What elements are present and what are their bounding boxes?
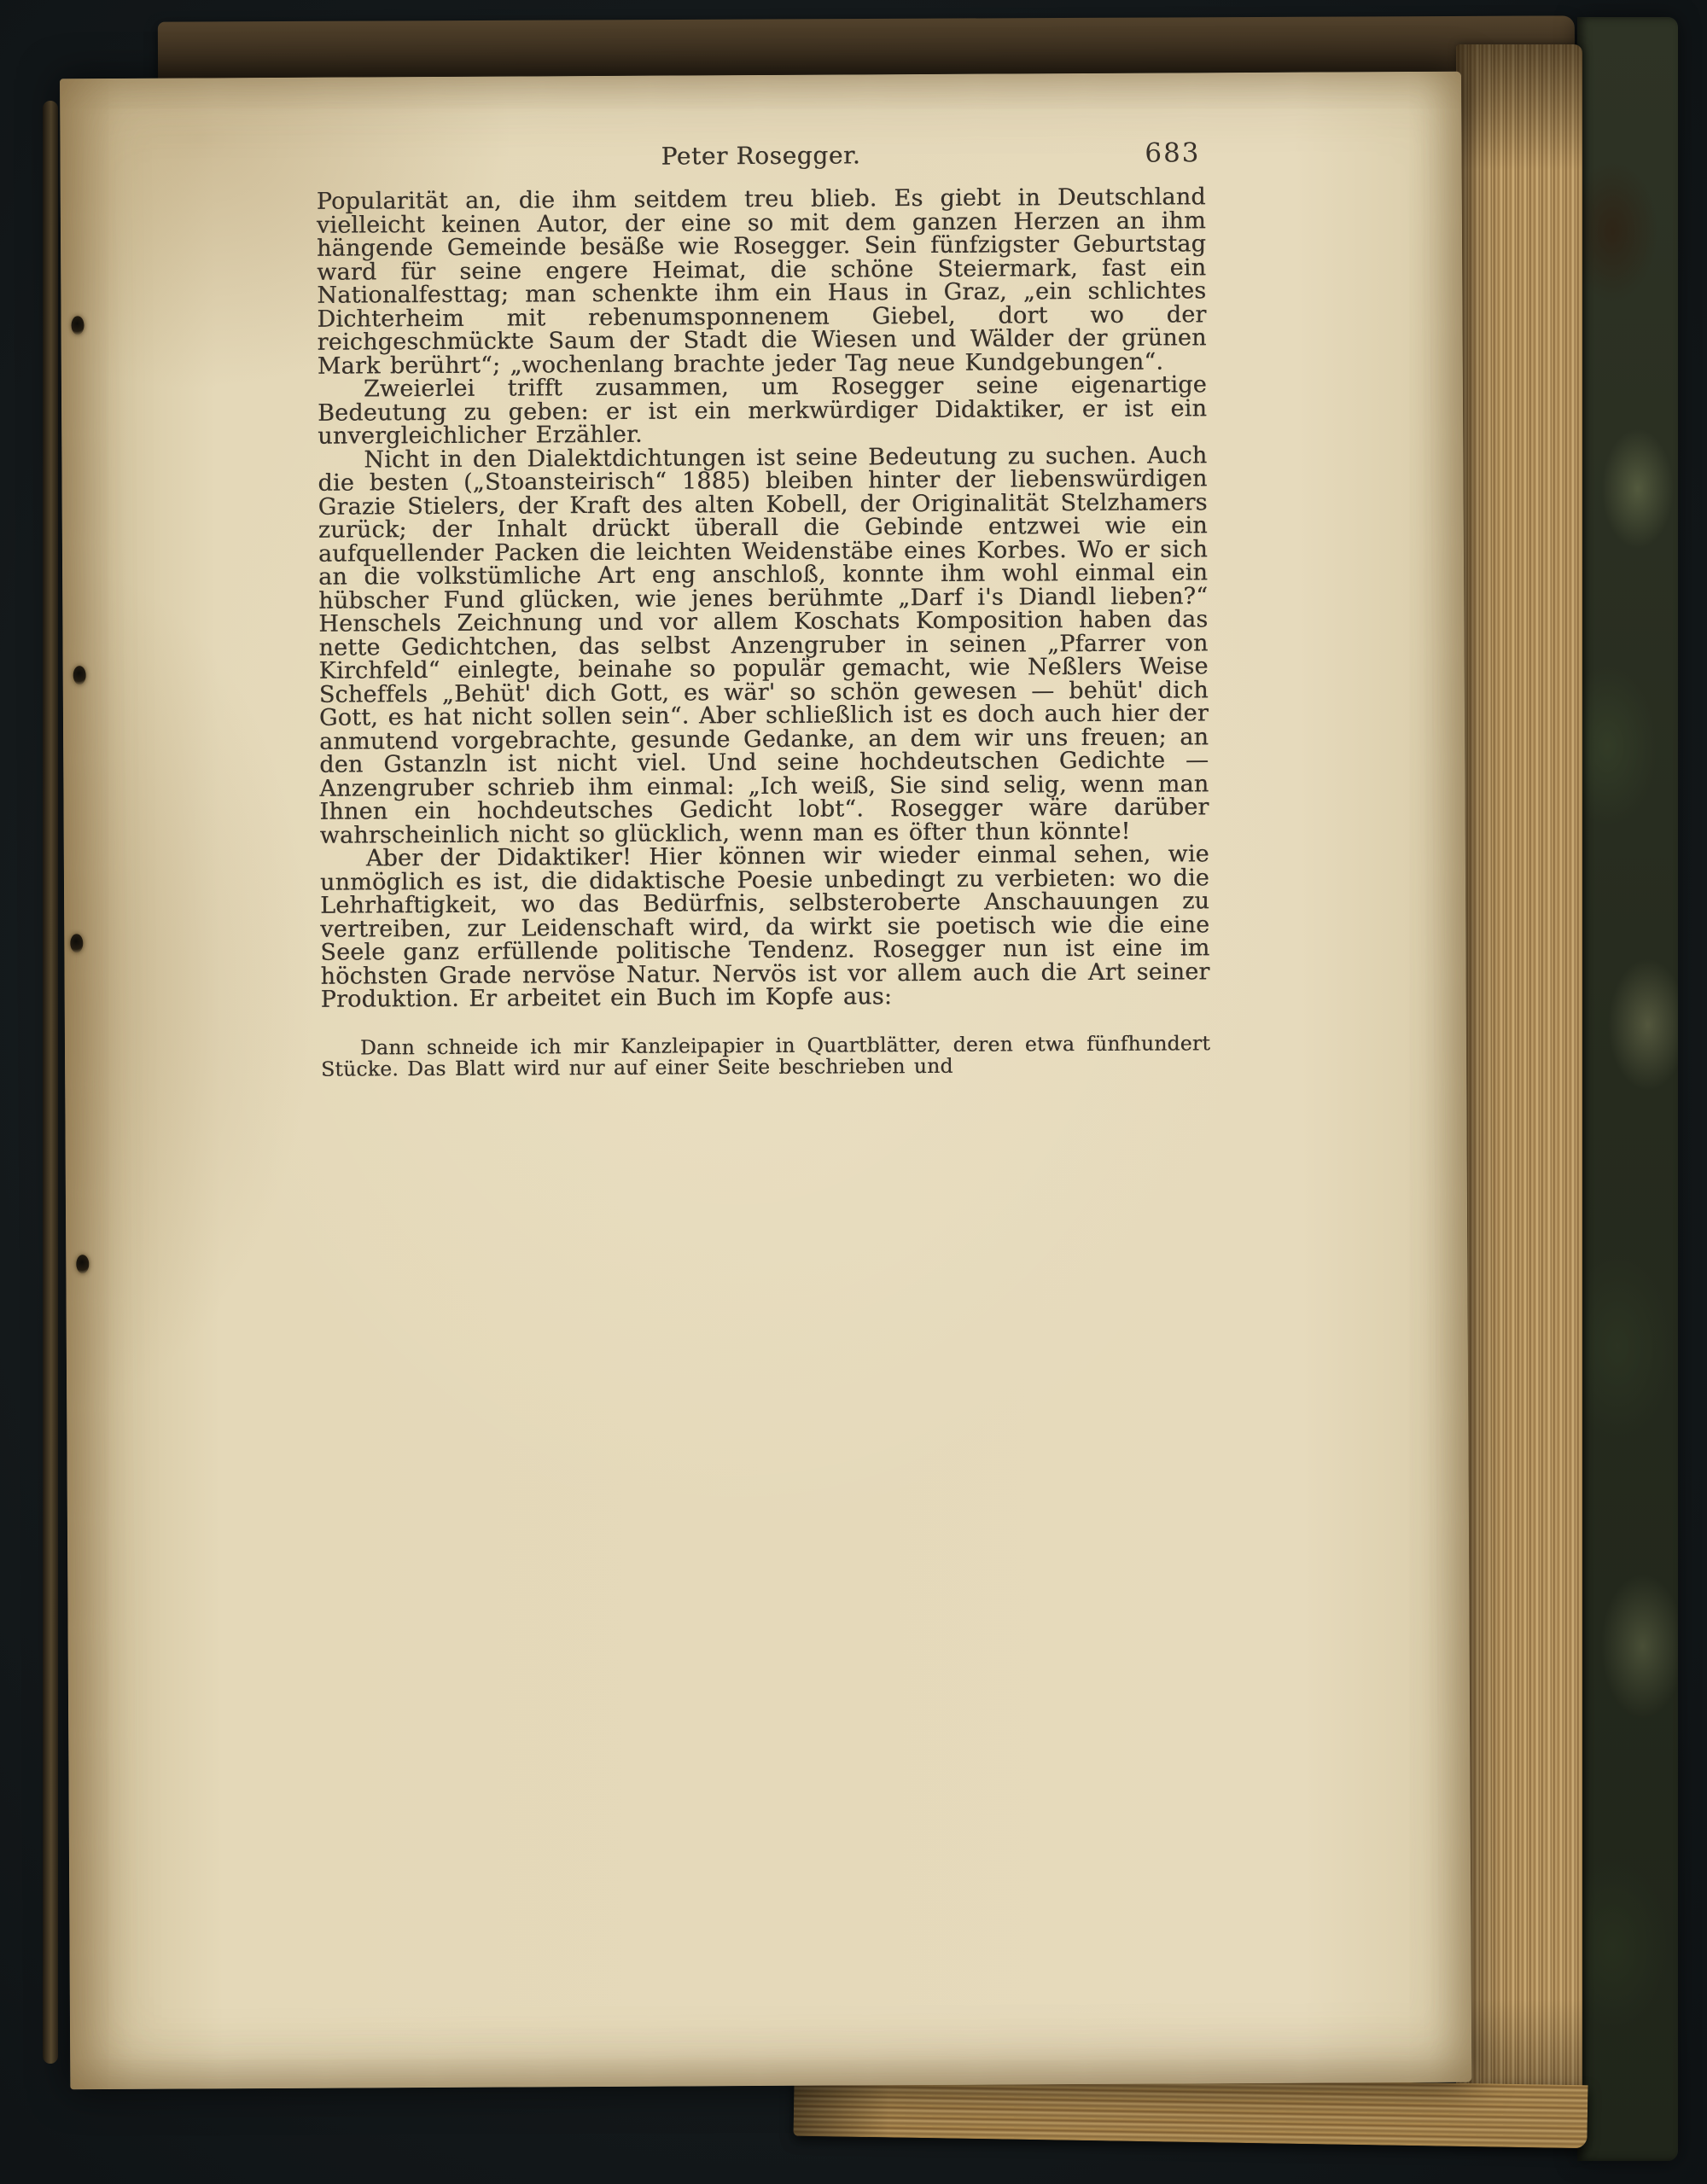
binding-hole [70,934,83,952]
body-paragraph: Zweierlei trifft zusammen, um Rosegger seine eigenartige Bedeutung zu geben: er ist ein merkwürdiger Didaktiker, er ist ein unvergleichlicher Erzähler. [317,371,1208,450]
book-page [60,72,1471,2090]
body-paragraph: Nicht in den Dialektdichtungen ist seine Bedeutung zu suchen. Auch die besten („Stoansteirisch“ 1885) bleiben hinter der liebenswürdigen Grazie Stielers, der Kraft des alten Kobell, der Originalität Stelzhamers zurück; der Inhalt drückt überall die Gebinde entzwei wie ein aufquellender Packen die leichten Weidenstäbe eines Korbes. Wo er sich an die volkstümliche Art eng anschloß, konnte ihm wohl einmal ein hübscher Fund glücken, wie jenes berühmte „Darf i's Diandl lieben?“ Henschels Zeichnung und vor allem Koschats Komposition haben das nette Gedichtchen, das selbst Anzengruber in seinen „Pfarrer von Kirchfeld“ einlegte, beinahe so populär gemacht, wie Neßlers Weise Scheffels „Behüt' dich Gott, es wär' so schön gewesen — behüt' dich Gott, es hat nicht sollen sein“. Aber schließlich ist es doch auch hier der anmutend vorgebrachte, gesunde Gedanke, an dem wir uns freuen; an den Gstanzln ist nicht viel. Und seine hochdeutschen Gedichte — Anzengruber schrieb ihm einmal: „Ich weiß, Sie sind selig, wenn man Ihnen ein hochdeutsches Gedicht lobt“. Rosegger wäre darüber wahrscheinlich nicht so glücklich, wenn man es öfter thun könnte! [318,441,1209,849]
marbled-cover-board [1577,17,1678,2161]
body-paragraph: Aber der Didaktiker! Hier können wir wieder einmal sehen, wie unmöglich es ist, die didaktische Poesie unbedingt zu verbieten: wo die Lehrhaftigkeit, wo das Bedürfnis, selbsteroberte Anschauungen zu vertreiben, zur Leidenschaft wird, da wirkt sie poetisch wie die eine Seele ganz erfüllende politische Tendenz. Rosegger nun ist eine im höchsten Grade nervöse Natur. Nervös ist vor allem auch die Art seiner Produktion. Er arbeitet ein Buch im Kopfe aus: [319,841,1210,1013]
left-cover-edge [43,101,58,2064]
running-header-title: Peter Rosegger. [661,141,861,171]
body-paragraph: Popularität an, die ihm seitdem treu blieb. Es giebt in Deutschland vielleicht keinen Autor, der eine so mit dem ganzen Herzen an ihm hängende Gemeinde besäße wie Rosegger. Sein fünfzigster Geburtstag ward für seine engere Heimat, die schöne Steiermark, fast ein Nationalfesttag; man schenkte ihm ein Haus in Graz, „ein schlichtes Dichterheim mit rebenumsponnenem Giebel, dort wo der reichgeschmückte Saum der Stadt die Wiesen und Wälder der grünen Mark berührt“; „wochenlang brachte jeder Tag neue Kundgebungen“. [316,183,1207,380]
block-quote-excerpt: Dann schneide ich mir Kanzleipapier in Quartblätter, deren etwa fünfhundert Stücke. Das Blatt wird nur auf einer Seite beschrieben und [321,1030,1211,1081]
page-body-text [317,185,1210,1080]
binding-hole [73,666,86,684]
page-edges-right [1456,44,1582,2146]
binding-hole [71,316,84,335]
binding-hole [76,1255,89,1273]
page-number: 683 [1145,137,1201,169]
running-head [316,139,1205,178]
